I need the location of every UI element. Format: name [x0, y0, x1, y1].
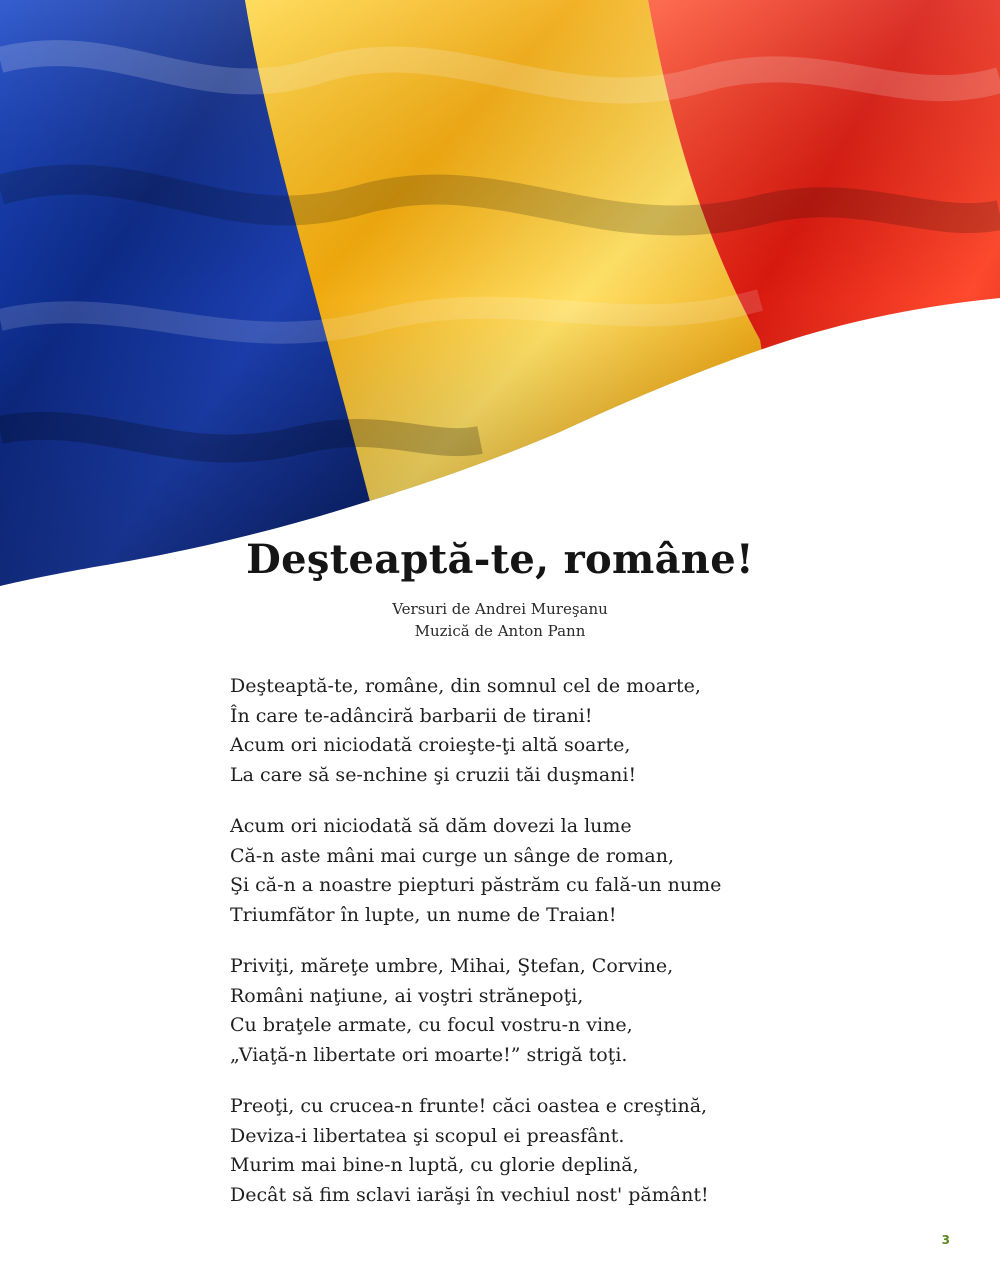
stanza-1 — [230, 672, 790, 790]
poem-line: Deşteaptă-te, române, din somnul cel de moarte, — [230, 675, 701, 697]
poem-line: În care te-adânciră barbarii de tirani! — [230, 704, 593, 727]
romanian-flag-image — [0, 0, 1000, 600]
poem-line: Acum ori niciodată croieşte-ţi altă soarte, — [230, 734, 631, 756]
poem-body — [230, 672, 790, 1232]
stanza-3 — [230, 952, 790, 1070]
poem-line: Decât să fim sclavi iarăşi în vechiul nost' pământ! — [230, 1183, 709, 1206]
credits — [0, 598, 1000, 642]
poem-line: Murim mai bine-n luptă, cu glorie deplină, — [230, 1154, 639, 1176]
page-number: 3 — [941, 1233, 950, 1247]
poem-line: Că-n aste mâni mai curge un sânge de roman, — [230, 844, 674, 867]
poem-line: Triumfător în lupte, un nume de Traian! — [230, 903, 617, 926]
stanza-2 — [230, 812, 790, 930]
poem-line: Deviza-i libertatea şi scopul ei preasfânt. — [230, 1124, 625, 1147]
poem-line: La care să se-nchine şi cruzii tăi duşmani! — [230, 763, 637, 786]
stanza-4 — [230, 1092, 790, 1210]
poem-line: Şi că-n a noastre piepturi păstrăm cu fală-un nume — [230, 874, 722, 896]
poem-line: Priviţi, măreţe umbre, Mihai, Ştefan, Corvine, — [230, 955, 674, 977]
lyrics-credit: Versuri de Andrei Mureşanu — [392, 600, 608, 618]
poem-line: Români naţiune, ai voştri strănepoţi, — [230, 984, 584, 1007]
page-title: Deşteaptă-te, române! — [246, 536, 754, 583]
music-credit: Muzică de Anton Pann — [414, 622, 586, 640]
poem-line: Acum ori niciodată să dăm dovezi la lume — [230, 815, 632, 837]
poem-line: Cu braţele armate, cu focul vostru-n vine, — [230, 1014, 633, 1036]
poem-line: „Viaţă-n libertate ori moarte!” strigă toţi. — [230, 1043, 628, 1066]
poem-line: Preoţi, cu crucea-n frunte! căci oastea e creştină, — [230, 1095, 708, 1117]
